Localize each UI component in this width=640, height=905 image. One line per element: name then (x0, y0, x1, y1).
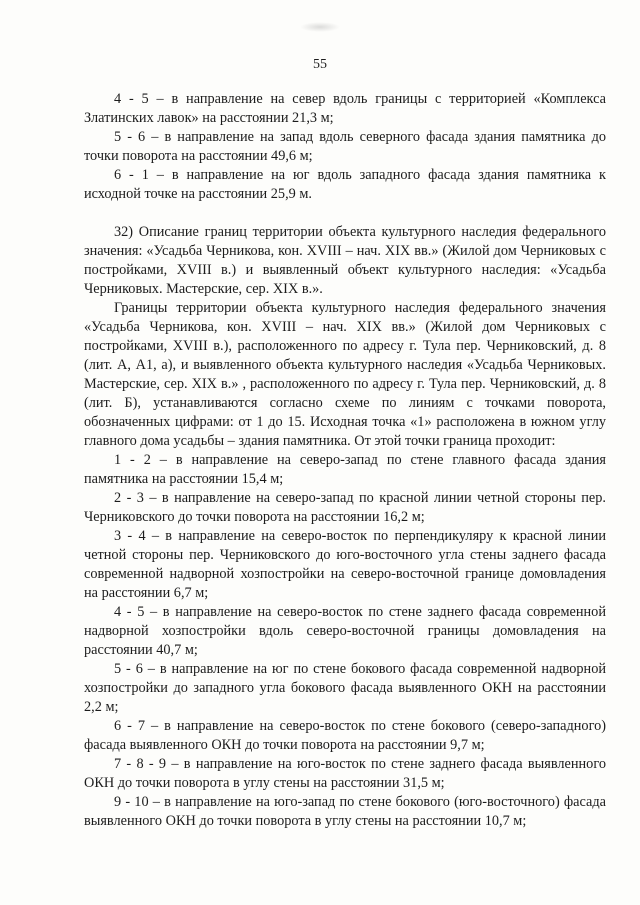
paragraph-segment-1-2: 1 - 2 – в направление на северо-запад по стене главного фасада здания памятника на расстоянии 15,4 м; (84, 452, 606, 487)
paragraph-segment-4-5-b: 4 - 5 – в направление на северо-восток по стене заднего фасада современной надворной хозпостройки вдоль северо-восточной границы домовладения на расстоянии 40,7 м; (84, 604, 606, 658)
page-number: 55 (313, 57, 327, 72)
paragraph-boundaries-description: Границы территории объекта культурного наследия федерального значения «Усадьба Черникова, кон. XVIII – нач. XIX вв.» (Жилой дом Черниковых с постройками, XVIII в.), расположенного по адресу г. Тула пер. Черниковский, д. 8 (лит. А, А1, а), и выявленного объекта культурного наследия «Усадьба Черниковых. Мастерские, сер. XIX в.» , расположенного по адресу г. Тула пер. Черниковский, д. 8 (лит. Б), устанавливаются согласно схеме по линиям с точками поворота, обозначенных цифрами: от 1 до 15. Исходная точка «1» расположена в южном углу главного дома усадьбы – здания памятника. От этой точки граница проходит: (84, 300, 606, 449)
paragraph-segment-6-7: 6 - 7 – в направление на северо-восток по стене бокового (северо-западного) фасада выявленного ОКН до точки поворота на расстоянии 9,7 м; (84, 718, 606, 753)
paragraph-segment-4-5: 4 - 5 – в направление на север вдоль границы с территорией «Комплекса Златинских лавок» на расстоянии 21,3 м; (84, 91, 606, 126)
document-body (84, 90, 606, 831)
paragraph-section-32-heading: 32) Описание границ территории объекта культурного наследия федерального значения: «Усадьба Черникова, кон. XVIII – нач. XIX вв.» (Жилой дом Черниковых с постройками, XVIII в.) и выявленный объект культурного наследия: «Усадьба Черниковых. Мастерские, сер. XIX в.». (84, 224, 606, 297)
paragraph-segment-2-3: 2 - 3 – в направление на северо-запад по красной линии четной стороны пер. Черниковского до точки поворота на расстоянии 16,2 м; (84, 490, 606, 525)
paragraph-segment-9-10: 9 - 10 – в направление на юго-запад по стене бокового (юго-восточного) фасада выявленного ОКН до точки поворота в углу стены на расстоянии 10,7 м; (84, 794, 606, 829)
paragraph-segment-6-1: 6 - 1 – в направление на юг вдоль западного фасада здания памятника к исходной точке на расстоянии 25,9 м. (84, 167, 606, 202)
scan-artifact (300, 22, 340, 32)
paragraph-segment-3-4: 3 - 4 – в направление на северо-восток по перпендикуляру к красной линии четной стороны пер. Черниковского до юго-восточного угла стены заднего фасада современной надворной хозпостройки на северо-восточной границе домовладения на расстоянии 6,7 м; (84, 528, 606, 601)
paragraph-segment-5-6: 5 - 6 – в направление на запад вдоль северного фасада здания памятника до точки поворота на расстоянии 49,6 м; (84, 129, 606, 164)
paragraph-segment-5-6-b: 5 - 6 – в направление на юг по стене бокового фасада современной надворной хозпостройки до западного угла бокового фасада выявленного ОКН на расстоянии 2,2 м; (84, 661, 606, 715)
paragraph-segment-7-8-9: 7 - 8 - 9 – в направление на юго-восток по стене заднего фасада выявленного ОКН до точки поворота в углу стены на расстоянии 31,5 м; (84, 756, 606, 791)
